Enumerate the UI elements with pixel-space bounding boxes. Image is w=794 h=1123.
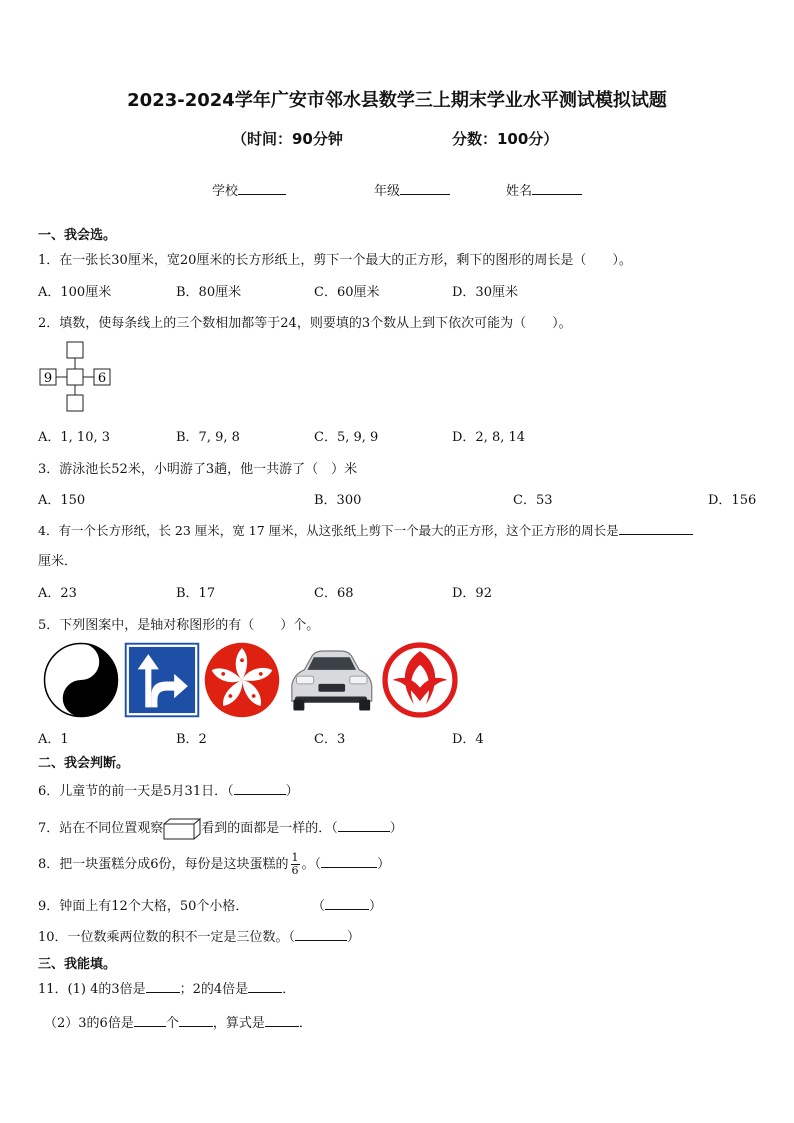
school-blank[interactable] <box>238 180 286 195</box>
q3-option-d[interactable]: D．156 <box>708 493 757 508</box>
direction-sign-icon <box>124 642 200 718</box>
question-7-end: ） <box>389 821 403 836</box>
q5-option-c[interactable]: C．3 <box>314 732 346 747</box>
section-heading-choice: 一、我会选。 <box>38 228 117 243</box>
grid-right-number: 6 <box>97 371 107 386</box>
bauhinia-emblem-icon <box>203 642 281 718</box>
question-9: 9．钟面上有12个大格，50个小格． <box>38 899 249 914</box>
question-6 <box>38 780 299 799</box>
name-field[interactable] <box>506 180 582 199</box>
q11-p1-text-c: ． <box>282 982 296 997</box>
grid-center-box <box>67 369 83 385</box>
question-4 <box>38 520 693 539</box>
question-9-paren: （ <box>312 899 326 914</box>
grid-top-box <box>67 342 83 358</box>
grade-label: 年级 <box>374 184 401 199</box>
q10-answer-blank[interactable] <box>295 926 347 941</box>
q11-p1-blank-1[interactable] <box>146 978 180 993</box>
yin-yang-icon <box>42 642 120 718</box>
q11-p2-text-d: ． <box>298 1016 312 1031</box>
q5-option-d[interactable]: D．4 <box>452 732 484 747</box>
grade-blank[interactable] <box>400 180 450 195</box>
question-11-part-2 <box>44 1012 312 1031</box>
q11-p2-blank-2[interactable] <box>179 1012 213 1027</box>
q2-option-a[interactable]: A．1, 10, 3 <box>38 430 111 445</box>
q5-option-b[interactable]: B．2 <box>176 732 207 747</box>
q1-option-d[interactable]: D．30厘米 <box>452 285 518 300</box>
fraction-one-sixth <box>291 852 300 877</box>
cross-grid-figure <box>38 340 114 412</box>
q7-answer-blank[interactable] <box>338 817 390 832</box>
name-label: 姓名 <box>506 184 533 199</box>
question-6-end: ） <box>285 784 299 799</box>
question-10 <box>38 926 360 945</box>
question-7-text-a: 7．站在不同位置观察 <box>38 821 164 836</box>
page-title: 2023-2024学年广安市邻水县数学三上期末学业水平测试模拟试题 <box>127 90 667 111</box>
q6-answer-blank[interactable] <box>234 780 286 795</box>
q11-p2-blank-3[interactable] <box>265 1012 299 1027</box>
question-10-text: 10．一位数乘两位数的积不一定是三位数。（ <box>38 930 296 945</box>
grid-bottom-box <box>67 395 83 411</box>
question-2: 2．填数，使每条线上的三个数相加都等于24，则要填的3个数从上到下依次可能为（ ）。 <box>38 316 572 331</box>
q11-p2-blank-1[interactable] <box>134 1012 166 1027</box>
q1-option-c[interactable]: C．60厘米 <box>314 285 380 300</box>
question-7-text-b: 看到的面都是一样的．（ <box>201 821 338 836</box>
question-7 <box>38 817 403 840</box>
q11-p1-blank-2[interactable] <box>248 978 282 993</box>
fraction-numerator: 1 <box>291 851 299 864</box>
q3-option-c[interactable]: C．53 <box>513 493 553 508</box>
question-6-text: 6．儿童节的前一天是5月31日．（ <box>38 784 234 799</box>
exam-score: 分数：100分） <box>452 130 559 148</box>
q1-option-b[interactable]: B．80厘米 <box>176 285 242 300</box>
q11-p1-text-b: ；2的4倍是 <box>179 982 249 997</box>
q4-option-b[interactable]: B．17 <box>176 586 216 601</box>
exam-time: （时间：90分钟 <box>232 130 343 148</box>
red-swirl-logo-icon <box>382 642 458 718</box>
q2-option-d[interactable]: D．2, 8, 14 <box>452 430 526 445</box>
q1-option-a[interactable]: A．100厘米 <box>38 285 112 300</box>
q4-option-c[interactable]: C．68 <box>314 586 354 601</box>
question-8 <box>38 852 390 877</box>
name-blank[interactable] <box>532 180 582 195</box>
section-heading-fill: 三、我能填。 <box>38 957 117 972</box>
question-8-text-a: 8．把一块蛋糕分成6份，每份是这块蛋糕的 <box>38 857 289 872</box>
q11-p2-text-b: 个 <box>165 1016 179 1031</box>
q8-answer-blank[interactable] <box>321 853 377 868</box>
q9-answer-blank[interactable] <box>325 895 369 910</box>
question-1: 1．在一张长30厘米，宽20厘米的长方形纸上，剪下一个最大的正方形，剩下的图形的周长是（ ）。 <box>38 253 632 268</box>
q11-p1-text-a: 11．(1) 4的3倍是 <box>38 982 146 997</box>
q4-answer-blank[interactable] <box>619 520 693 535</box>
question-8-end: ） <box>377 857 391 872</box>
cuboid-figure-icon <box>163 818 201 840</box>
q5-option-a[interactable]: A．1 <box>38 732 69 747</box>
question-10-end: ） <box>347 930 361 945</box>
question-5: 5．下列图案中，是轴对称图形的有（ ）个。 <box>38 618 320 633</box>
q3-option-a[interactable]: A．150 <box>38 493 86 508</box>
grid-left-number: 9 <box>43 371 53 386</box>
grade-field[interactable] <box>374 180 450 199</box>
school-field[interactable] <box>212 180 286 199</box>
question-3: 3．游泳池长52米，小明游了3趟，他一共游了（ ）米 <box>38 462 358 477</box>
car-icon <box>284 646 378 714</box>
q11-p2-text-a: （2）3的6倍是 <box>44 1016 134 1031</box>
q2-option-b[interactable]: B．7, 9, 8 <box>176 430 240 445</box>
question-4-unit: 厘米． <box>38 554 78 569</box>
question-11-part-1 <box>38 978 295 997</box>
q2-option-c[interactable]: C．5, 9, 9 <box>314 430 379 445</box>
q4-option-d[interactable]: D．92 <box>452 586 492 601</box>
q4-option-a[interactable]: A．23 <box>38 586 77 601</box>
question-8-text-b: 。（ <box>301 857 322 872</box>
q3-option-b[interactable]: B．300 <box>314 493 362 508</box>
question-9-answer <box>312 895 382 914</box>
fraction-denominator: 6 <box>291 864 299 877</box>
question-9-end: ） <box>369 899 383 914</box>
q11-p2-text-c: ，算式是 <box>212 1016 265 1031</box>
question-4-text: 4．有一个长方形纸，长 23 厘米，宽 17 厘米，从这张纸上剪下一个最大的正方形，这个正方形的周长是 <box>38 523 619 538</box>
school-label: 学校 <box>212 184 239 199</box>
section-heading-judge: 二、我会判断。 <box>38 756 130 771</box>
